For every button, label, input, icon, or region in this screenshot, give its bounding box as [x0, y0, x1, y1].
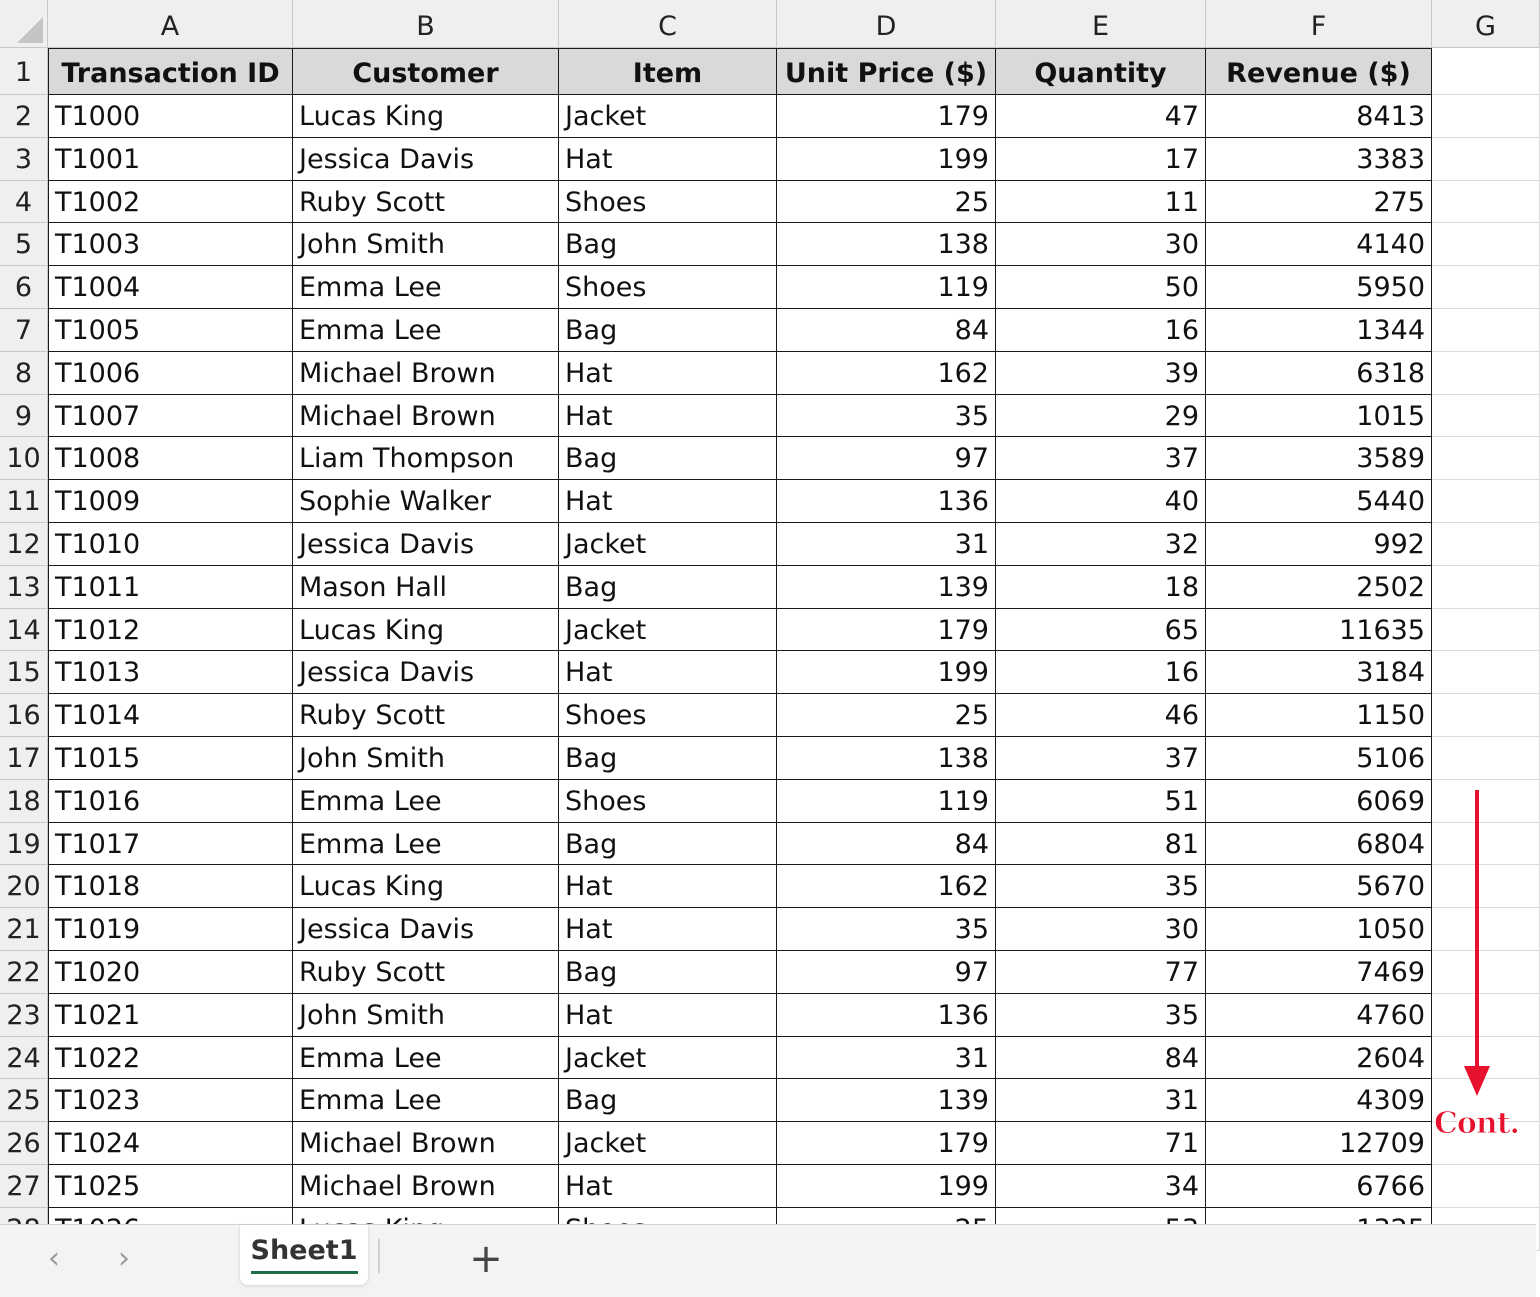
table-cell[interactable]: 50 — [996, 266, 1206, 309]
table-cell[interactable]: Michael Brown — [293, 1165, 559, 1208]
table-cell[interactable]: Lucas King — [293, 865, 559, 908]
empty-cell[interactable] — [1432, 780, 1540, 823]
empty-cell[interactable] — [1432, 651, 1540, 694]
empty-cell[interactable] — [1432, 480, 1540, 523]
table-cell[interactable]: T1002 — [48, 181, 293, 224]
row-header[interactable]: 1 — [0, 48, 48, 95]
row-header[interactable]: 20 — [0, 865, 48, 908]
empty-cell[interactable] — [1432, 823, 1540, 866]
table-cell[interactable]: Bag — [559, 823, 777, 866]
table-cell[interactable]: 6318 — [1206, 352, 1432, 395]
table-cell[interactable]: 18 — [996, 566, 1206, 609]
table-cell[interactable]: 199 — [777, 138, 996, 181]
table-cell[interactable]: 179 — [777, 95, 996, 138]
table-cell[interactable]: Michael Brown — [293, 352, 559, 395]
table-cell[interactable]: T1018 — [48, 865, 293, 908]
row-header[interactable]: 2 — [0, 95, 48, 138]
header-cell[interactable]: Revenue ($) — [1206, 48, 1432, 95]
table-cell[interactable]: Jacket — [559, 1037, 777, 1080]
table-cell[interactable]: Ruby Scott — [293, 694, 559, 737]
table-cell[interactable]: 32 — [996, 523, 1206, 566]
table-cell[interactable]: 6766 — [1206, 1165, 1432, 1208]
table-cell[interactable]: Emma Lee — [293, 1037, 559, 1080]
table-cell[interactable]: T1022 — [48, 1037, 293, 1080]
table-cell[interactable]: 30 — [996, 223, 1206, 266]
header-cell[interactable]: Transaction ID — [48, 48, 293, 95]
table-cell[interactable]: T1004 — [48, 266, 293, 309]
table-cell[interactable]: Emma Lee — [293, 1079, 559, 1122]
row-header[interactable]: 7 — [0, 309, 48, 352]
table-cell[interactable]: 1344 — [1206, 309, 1432, 352]
table-cell[interactable]: 1050 — [1206, 908, 1432, 951]
table-cell[interactable]: 84 — [777, 309, 996, 352]
table-cell[interactable]: T1007 — [48, 395, 293, 438]
table-cell[interactable]: 17 — [996, 138, 1206, 181]
header-cell[interactable]: Item — [559, 48, 777, 95]
empty-cell[interactable] — [1432, 138, 1540, 181]
table-cell[interactable]: 11635 — [1206, 609, 1432, 652]
table-cell[interactable]: 1150 — [1206, 694, 1432, 737]
row-header[interactable]: 24 — [0, 1037, 48, 1080]
table-cell[interactable]: 136 — [777, 994, 996, 1037]
table-cell[interactable]: T1001 — [48, 138, 293, 181]
prev-sheet-icon[interactable]: ‹ — [48, 1241, 60, 1276]
table-cell[interactable]: 5950 — [1206, 266, 1432, 309]
row-header[interactable]: 3 — [0, 138, 48, 181]
table-cell[interactable]: Liam Thompson — [293, 437, 559, 480]
table-cell[interactable]: 12709 — [1206, 1122, 1432, 1165]
table-cell[interactable]: T1012 — [48, 609, 293, 652]
sheet-tab-label: Sheet1 — [251, 1235, 358, 1274]
table-cell[interactable]: T1015 — [48, 737, 293, 780]
table-cell[interactable]: 51 — [996, 780, 1206, 823]
table-cell[interactable]: 16 — [996, 309, 1206, 352]
table-cell[interactable]: 119 — [777, 266, 996, 309]
table-cell[interactable]: 39 — [996, 352, 1206, 395]
table-cell[interactable]: 139 — [777, 1079, 996, 1122]
table-cell[interactable]: T1006 — [48, 352, 293, 395]
row-header[interactable]: 15 — [0, 651, 48, 694]
table-cell[interactable]: Emma Lee — [293, 780, 559, 823]
row-header[interactable]: 6 — [0, 266, 48, 309]
table-cell[interactable]: 992 — [1206, 523, 1432, 566]
row-header[interactable]: 18 — [0, 780, 48, 823]
table-cell[interactable]: Shoes — [559, 694, 777, 737]
column-header-d[interactable]: D — [777, 0, 996, 48]
table-cell[interactable]: Emma Lee — [293, 823, 559, 866]
row-header[interactable]: 17 — [0, 737, 48, 780]
next-sheet-icon[interactable]: › — [118, 1241, 130, 1276]
table-cell[interactable]: 3383 — [1206, 138, 1432, 181]
table-cell[interactable]: Bag — [559, 951, 777, 994]
table-cell[interactable]: T1005 — [48, 309, 293, 352]
empty-cell[interactable] — [1432, 309, 1540, 352]
table-cell[interactable]: 11 — [996, 181, 1206, 224]
table-cell[interactable]: 199 — [777, 651, 996, 694]
empty-cell[interactable] — [1432, 523, 1540, 566]
table-cell[interactable]: Bag — [559, 1079, 777, 1122]
row-header[interactable]: 19 — [0, 823, 48, 866]
empty-cell[interactable] — [1432, 1165, 1540, 1208]
empty-cell[interactable] — [1432, 994, 1540, 1037]
down-arrow-head-icon — [1464, 1066, 1490, 1096]
table-cell[interactable]: 84 — [996, 1037, 1206, 1080]
table-cell[interactable]: Jessica Davis — [293, 523, 559, 566]
table-cell[interactable]: 4140 — [1206, 223, 1432, 266]
table-cell[interactable]: 81 — [996, 823, 1206, 866]
table-cell[interactable]: Bag — [559, 223, 777, 266]
table-cell[interactable]: 6804 — [1206, 823, 1432, 866]
table-cell[interactable]: 37 — [996, 437, 1206, 480]
empty-cell[interactable] — [1432, 908, 1540, 951]
row-header[interactable]: 23 — [0, 994, 48, 1037]
table-cell[interactable]: Hat — [559, 1165, 777, 1208]
table-cell[interactable]: T1000 — [48, 95, 293, 138]
add-sheet-icon[interactable]: + — [469, 1236, 503, 1282]
row-header[interactable]: 16 — [0, 694, 48, 737]
table-cell[interactable]: 5670 — [1206, 865, 1432, 908]
table-cell[interactable]: T1014 — [48, 694, 293, 737]
column-header-f[interactable]: F — [1206, 0, 1432, 48]
table-cell[interactable]: 179 — [777, 609, 996, 652]
table-cell[interactable]: Michael Brown — [293, 395, 559, 438]
table-cell[interactable]: 136 — [777, 480, 996, 523]
table-cell[interactable]: T1011 — [48, 566, 293, 609]
table-cell[interactable]: John Smith — [293, 737, 559, 780]
empty-cell[interactable] — [1432, 694, 1540, 737]
row-header[interactable]: 13 — [0, 566, 48, 609]
table-cell[interactable]: 4309 — [1206, 1079, 1432, 1122]
table-cell[interactable]: 199 — [777, 1165, 996, 1208]
table-cell[interactable]: T1003 — [48, 223, 293, 266]
table-cell[interactable]: T1025 — [48, 1165, 293, 1208]
table-cell[interactable]: T1009 — [48, 480, 293, 523]
table-cell[interactable]: Jacket — [559, 523, 777, 566]
table-cell[interactable]: 5440 — [1206, 480, 1432, 523]
table-cell[interactable]: Shoes — [559, 181, 777, 224]
table-cell[interactable]: 31 — [996, 1079, 1206, 1122]
table-cell[interactable]: 31 — [777, 1037, 996, 1080]
table-cell[interactable]: Hat — [559, 908, 777, 951]
empty-cell[interactable] — [1432, 181, 1540, 224]
table-cell[interactable]: 35 — [996, 994, 1206, 1037]
table-cell[interactable]: Bag — [559, 309, 777, 352]
empty-cell[interactable] — [1432, 609, 1540, 652]
table-cell[interactable]: 34 — [996, 1165, 1206, 1208]
table-cell[interactable]: Bag — [559, 437, 777, 480]
table-cell[interactable]: Hat — [559, 651, 777, 694]
table-cell[interactable]: T1024 — [48, 1122, 293, 1165]
table-cell[interactable]: 97 — [777, 951, 996, 994]
sheet-tab-bar — [0, 1224, 1536, 1297]
row-header[interactable]: 9 — [0, 395, 48, 438]
table-cell[interactable]: 2502 — [1206, 566, 1432, 609]
table-cell[interactable]: 16 — [996, 651, 1206, 694]
table-cell[interactable]: 139 — [777, 566, 996, 609]
table-cell[interactable]: T1017 — [48, 823, 293, 866]
table-cell[interactable]: 31 — [777, 523, 996, 566]
table-cell[interactable]: Michael Brown — [293, 1122, 559, 1165]
table-cell[interactable]: T1016 — [48, 780, 293, 823]
table-cell[interactable]: 40 — [996, 480, 1206, 523]
row-header[interactable]: 14 — [0, 609, 48, 652]
select-all-triangle-icon — [17, 17, 43, 43]
table-cell[interactable]: 2604 — [1206, 1037, 1432, 1080]
header-cell[interactable]: Customer — [293, 48, 559, 95]
table-cell[interactable]: 162 — [777, 352, 996, 395]
table-cell[interactable]: T1020 — [48, 951, 293, 994]
table-cell[interactable]: John Smith — [293, 994, 559, 1037]
table-cell[interactable]: 97 — [777, 437, 996, 480]
header-cell[interactable]: Unit Price ($) — [777, 48, 996, 95]
table-cell[interactable]: T1008 — [48, 437, 293, 480]
table-cell[interactable]: 71 — [996, 1122, 1206, 1165]
table-cell[interactable]: Emma Lee — [293, 266, 559, 309]
row-header[interactable]: 21 — [0, 908, 48, 951]
column-header-c[interactable]: C — [559, 0, 777, 48]
table-cell[interactable]: Jacket — [559, 609, 777, 652]
table-cell[interactable]: 1015 — [1206, 395, 1432, 438]
table-cell[interactable]: T1021 — [48, 994, 293, 1037]
table-cell[interactable]: T1023 — [48, 1079, 293, 1122]
table-cell[interactable]: Lucas King — [293, 609, 559, 652]
table-cell[interactable]: 3589 — [1206, 437, 1432, 480]
table-cell[interactable]: Hat — [559, 480, 777, 523]
table-cell[interactable]: 119 — [777, 780, 996, 823]
table-cell[interactable]: 47 — [996, 95, 1206, 138]
column-header-g[interactable]: G — [1432, 0, 1540, 48]
table-cell[interactable]: Ruby Scott — [293, 951, 559, 994]
table-cell[interactable]: Hat — [559, 395, 777, 438]
table-cell[interactable]: 46 — [996, 694, 1206, 737]
table-cell[interactable]: 37 — [996, 737, 1206, 780]
column-header-b[interactable]: B — [293, 0, 559, 48]
table-cell[interactable]: 7469 — [1206, 951, 1432, 994]
table-cell[interactable]: Jacket — [559, 95, 777, 138]
table-cell[interactable]: 8413 — [1206, 95, 1432, 138]
table-cell[interactable]: 162 — [777, 865, 996, 908]
table-cell[interactable]: 3184 — [1206, 651, 1432, 694]
table-cell[interactable]: Sophie Walker — [293, 480, 559, 523]
table-cell[interactable]: Mason Hall — [293, 566, 559, 609]
table-cell[interactable]: T1010 — [48, 523, 293, 566]
empty-cell[interactable] — [1432, 437, 1540, 480]
table-cell[interactable]: 138 — [777, 737, 996, 780]
empty-cell[interactable] — [1432, 951, 1540, 994]
table-cell[interactable]: Bag — [559, 566, 777, 609]
sheet-tab-sheet1[interactable] — [240, 1225, 368, 1285]
table-cell[interactable]: Jacket — [559, 1122, 777, 1165]
table-cell[interactable]: 5106 — [1206, 737, 1432, 780]
empty-cell[interactable] — [1432, 352, 1540, 395]
table-cell[interactable]: 84 — [777, 823, 996, 866]
continued-label: Cont. — [1434, 1106, 1519, 1141]
table-cell[interactable]: 35 — [777, 395, 996, 438]
row-header[interactable]: 8 — [0, 352, 48, 395]
table-cell[interactable]: Ruby Scott — [293, 181, 559, 224]
empty-cell[interactable] — [1432, 395, 1540, 438]
table-cell[interactable]: Lucas King — [293, 95, 559, 138]
table-cell[interactable]: T1013 — [48, 651, 293, 694]
table-cell[interactable]: Emma Lee — [293, 309, 559, 352]
table-cell[interactable]: Jessica Davis — [293, 138, 559, 181]
table-cell[interactable]: Hat — [559, 994, 777, 1037]
row-header[interactable]: 26 — [0, 1122, 48, 1165]
table-cell[interactable]: 275 — [1206, 181, 1432, 224]
empty-cell[interactable] — [1432, 266, 1540, 309]
table-cell[interactable]: Hat — [559, 865, 777, 908]
table-cell[interactable]: Hat — [559, 138, 777, 181]
row-header[interactable]: 27 — [0, 1165, 48, 1208]
table-cell[interactable]: John Smith — [293, 223, 559, 266]
table-cell[interactable]: Jessica Davis — [293, 651, 559, 694]
row-header[interactable]: 11 — [0, 480, 48, 523]
table-cell[interactable]: 35 — [777, 908, 996, 951]
empty-cell[interactable] — [1432, 865, 1540, 908]
table-cell[interactable]: 77 — [996, 951, 1206, 994]
down-arrow-icon — [1475, 790, 1479, 1070]
empty-cell[interactable] — [1432, 223, 1540, 266]
empty-cell[interactable] — [1432, 95, 1540, 138]
row-header[interactable]: 25 — [0, 1079, 48, 1122]
header-cell[interactable]: Quantity — [996, 48, 1206, 95]
row-header[interactable]: 10 — [0, 437, 48, 480]
table-cell[interactable]: 138 — [777, 223, 996, 266]
table-cell[interactable]: T1019 — [48, 908, 293, 951]
table-cell[interactable]: 25 — [777, 181, 996, 224]
column-header-e[interactable]: E — [996, 0, 1206, 48]
table-cell[interactable]: Shoes — [559, 780, 777, 823]
tab-separator — [378, 1239, 380, 1273]
table-cell[interactable]: 4760 — [1206, 994, 1432, 1037]
table-cell[interactable]: 35 — [996, 865, 1206, 908]
select-all-corner[interactable] — [0, 0, 48, 48]
table-cell[interactable]: Shoes — [559, 266, 777, 309]
row-header[interactable]: 22 — [0, 951, 48, 994]
row-header[interactable]: 12 — [0, 523, 48, 566]
row-header[interactable]: 5 — [0, 223, 48, 266]
table-cell[interactable]: 179 — [777, 1122, 996, 1165]
table-cell[interactable]: 30 — [996, 908, 1206, 951]
empty-cell[interactable] — [1432, 48, 1540, 95]
table-cell[interactable]: 29 — [996, 395, 1206, 438]
row-header[interactable]: 4 — [0, 181, 48, 224]
table-cell[interactable]: 6069 — [1206, 780, 1432, 823]
table-cell[interactable]: 25 — [777, 694, 996, 737]
table-cell[interactable]: Bag — [559, 737, 777, 780]
table-cell[interactable]: Jessica Davis — [293, 908, 559, 951]
empty-cell[interactable] — [1432, 737, 1540, 780]
table-cell[interactable]: 65 — [996, 609, 1206, 652]
empty-cell[interactable] — [1432, 566, 1540, 609]
table-cell[interactable]: Hat — [559, 352, 777, 395]
column-header-a[interactable]: A — [48, 0, 293, 48]
